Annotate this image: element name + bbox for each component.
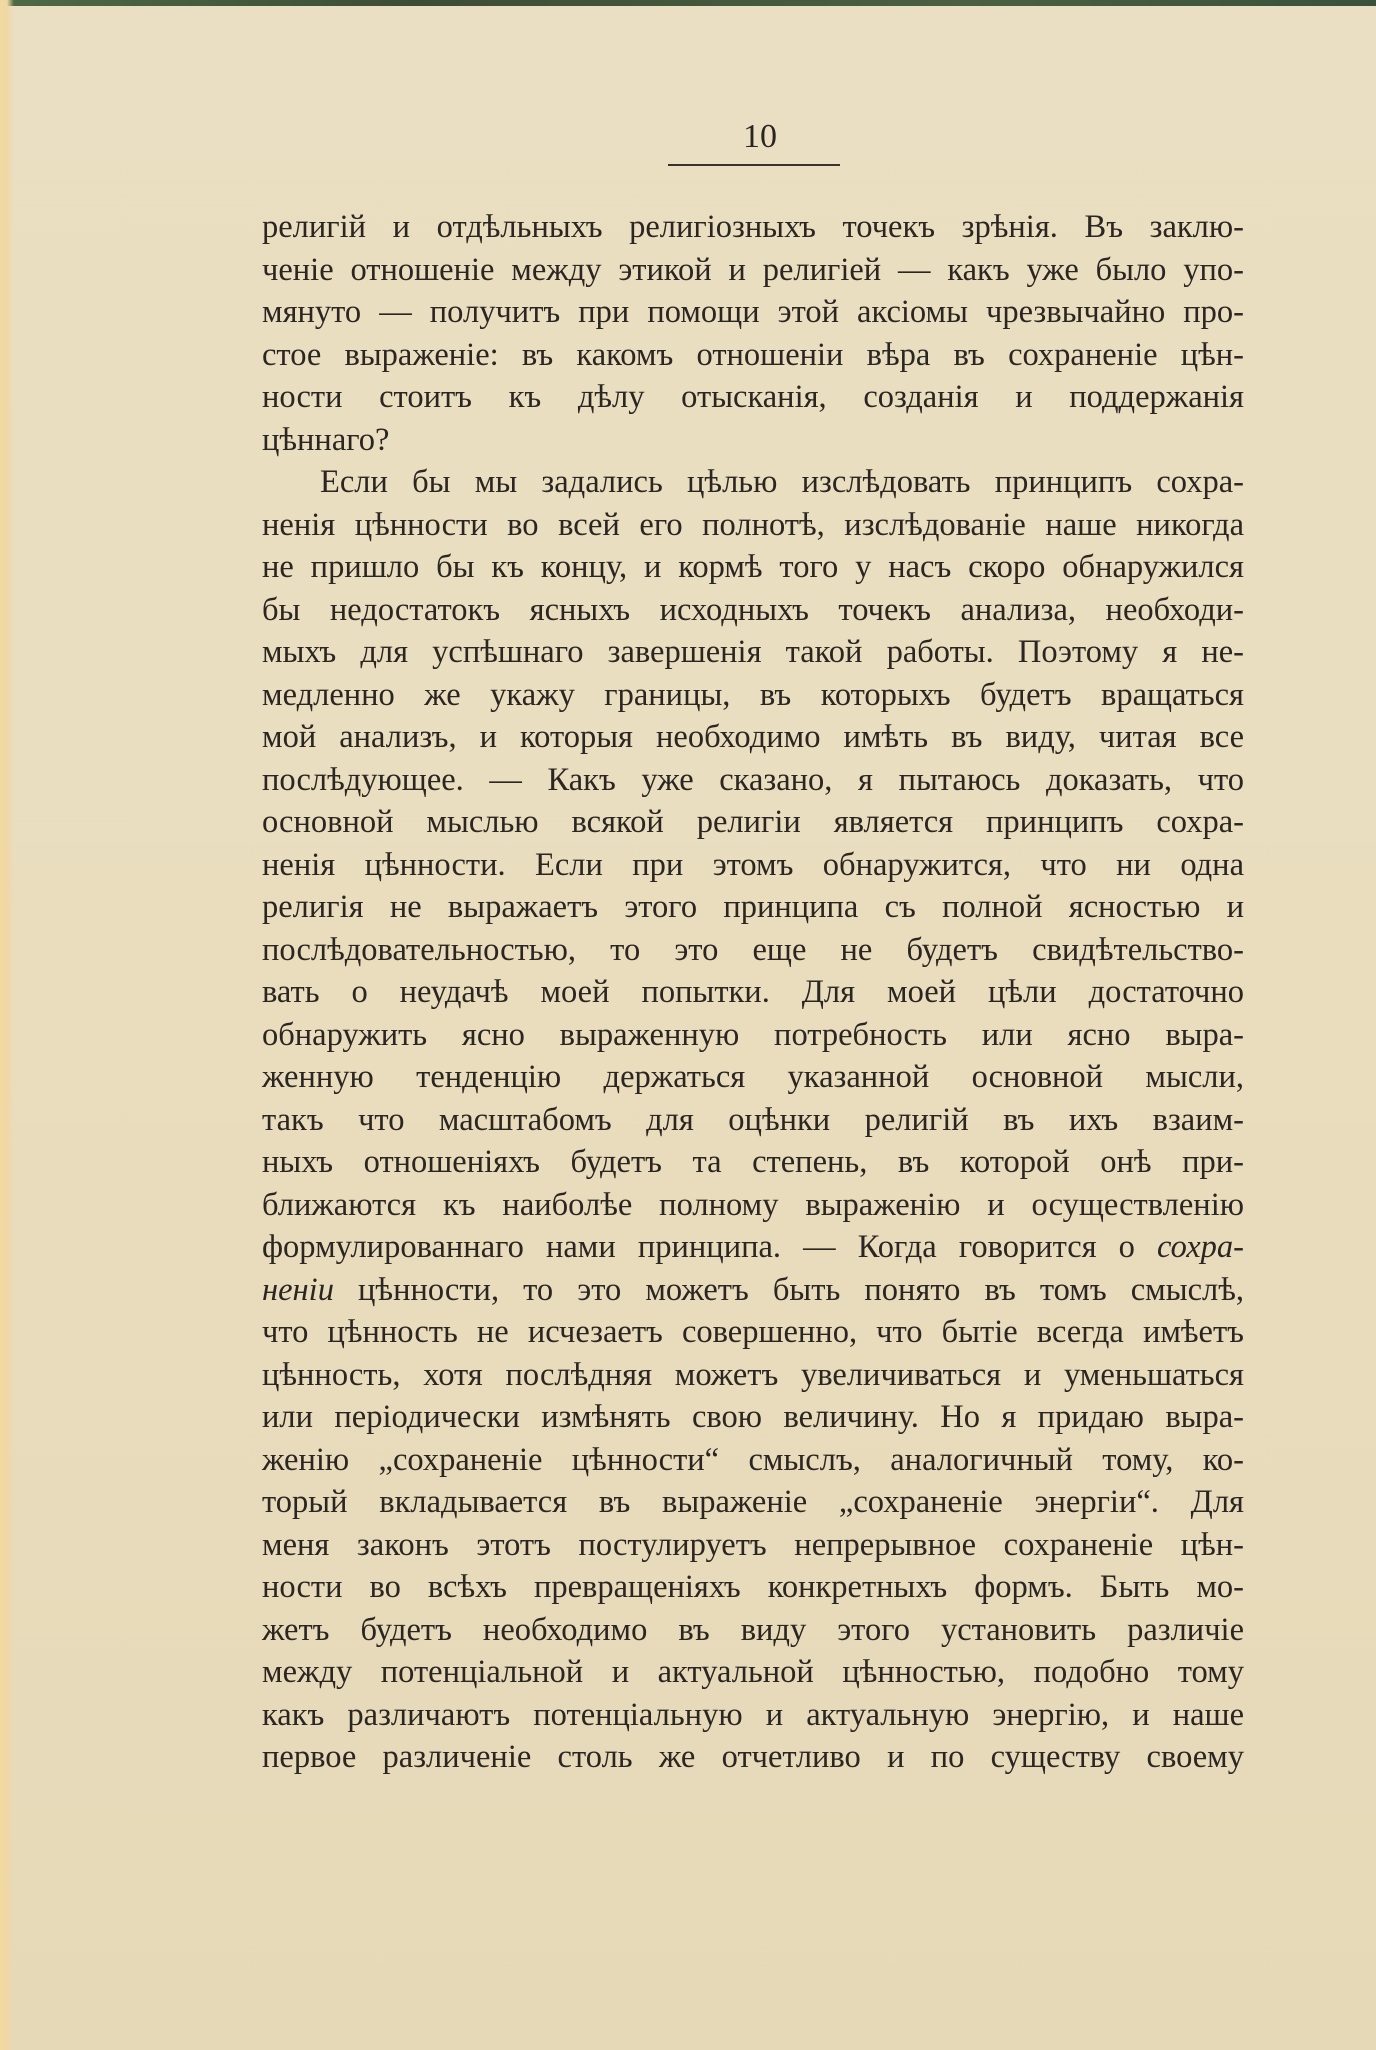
text-line: стое выраженіе: въ какомъ отношеніи вѣра въ сохраненіе цѣн- (262, 336, 1244, 373)
header-rule (668, 164, 840, 166)
paragraph-1 (262, 206, 1244, 461)
text-line: меня законъ этотъ постулируетъ непрерывное сохраненіе цѣн- (262, 1526, 1244, 1563)
text-line: не пришло бы къ концу, и кормѣ того у насъ скоро обнаружился (262, 549, 1244, 585)
text-line: бы недостатокъ ясныхъ исходныхъ точекъ анализа, необходи- (262, 591, 1244, 628)
text-line: первое различеніе столь же отчетливо и по существу своему (262, 1739, 1244, 1775)
text-line: послѣдовательностью, то это еще не будетъ свидѣтельство- (262, 931, 1244, 968)
text-line: цѣнность, хотя послѣдняя можетъ увеличиваться и уменьшаться (262, 1356, 1244, 1393)
text-line: послѣдующее. — Какъ уже сказано, я пытаюсь доказать, что (262, 761, 1244, 798)
text-line: мянуто — получитъ при помощи этой аксіомы чрезвычайно про- (262, 294, 1244, 330)
text-line: ненія цѣнности во всей его полнотѣ, изслѣдованіе наше никогда (262, 506, 1244, 543)
text-line: между потенціальной и актуальной цѣнностью, подобно тому (262, 1654, 1244, 1690)
text-line: мой анализъ, и которыя необходимо имѣть въ виду, читая все (262, 719, 1244, 755)
text-line: или періодически измѣнять свою величину. Но я придаю выра- (262, 1399, 1244, 1435)
text-line: мыхъ для успѣшнаго завершенія такой работы. Поэтому я не- (262, 634, 1244, 670)
text-line: медленно же укажу границы, въ которыхъ будетъ вращаться (262, 676, 1244, 713)
text-line: женную тенденцію держаться указанной основной мысли, (262, 1059, 1244, 1095)
text-line: что цѣнность не исчезаетъ совершенно, что бытіе всегда имѣетъ (262, 1314, 1244, 1350)
text-line: религій и отдѣльныхъ религіозныхъ точекъ зрѣнія. Въ заклю- (262, 209, 1244, 245)
text-line: жетъ будетъ необходимо въ виду этого установить различіе (262, 1611, 1244, 1648)
text-line: вать о неудачѣ моей попытки. Для моей цѣли достаточно (262, 974, 1244, 1010)
text-line: какъ различаютъ потенціальную и актуальную энергію, и наше (262, 1696, 1244, 1733)
page-top-edge (0, 0, 1376, 6)
text-segment: цѣнности, то это можетъ быть понято въ томъ смыслѣ, (333, 1271, 1244, 1308)
text-line: женію „сохраненіе цѣнности“ смыслъ, аналогичный тому, ко- (262, 1441, 1244, 1478)
text-line (262, 1269, 1244, 1312)
text-line: такъ что масштабомъ для оцѣнки религій въ ихъ взаим- (262, 1101, 1244, 1138)
text-line: религія не выражаетъ этого принципа съ полной ясностью и (262, 889, 1244, 925)
text-line: ченіе отношеніе между этикой и религіей — какъ уже было упо- (262, 251, 1244, 288)
text-line: основной мыслью всякой религіи является принципъ сохра- (262, 804, 1244, 840)
text-line: Если бы мы задались цѣлью изслѣдовать принципъ сохра- (320, 464, 1244, 500)
text-line: ненія цѣнности. Если при этомъ обнаружится, что ни одна (262, 846, 1244, 883)
text-line: обнаружить ясно выраженную потребность или ясно выра- (262, 1016, 1244, 1053)
text-line (262, 1226, 1244, 1269)
text-line: ближаются къ наиболѣе полному выраженію и осуществленію (262, 1186, 1244, 1223)
italic-word: неніи (262, 1271, 334, 1308)
body-text (262, 206, 1244, 1779)
text-line: цѣннаго? (262, 421, 390, 458)
page-number: 10 (743, 118, 777, 155)
paragraph-2 (262, 461, 1244, 1779)
text-line: ности стоитъ къ дѣлу отысканія, созданія и поддержанія (262, 379, 1244, 415)
italic-word: сохра- (1157, 1229, 1244, 1265)
text-segment: формулированнаго нами принципа. — Когда говорится о (262, 1229, 1158, 1265)
text-line: торый вкладывается въ выраженіе „сохраненіе энергіи“. Для (262, 1484, 1244, 1520)
page-left-edge (0, 0, 14, 2050)
text-line: ныхъ отношеніяхъ будетъ та степень, въ которой онѣ при- (262, 1144, 1244, 1180)
text-line: ности во всѣхъ превращеніяхъ конкретныхъ формъ. Быть мо- (262, 1569, 1244, 1605)
